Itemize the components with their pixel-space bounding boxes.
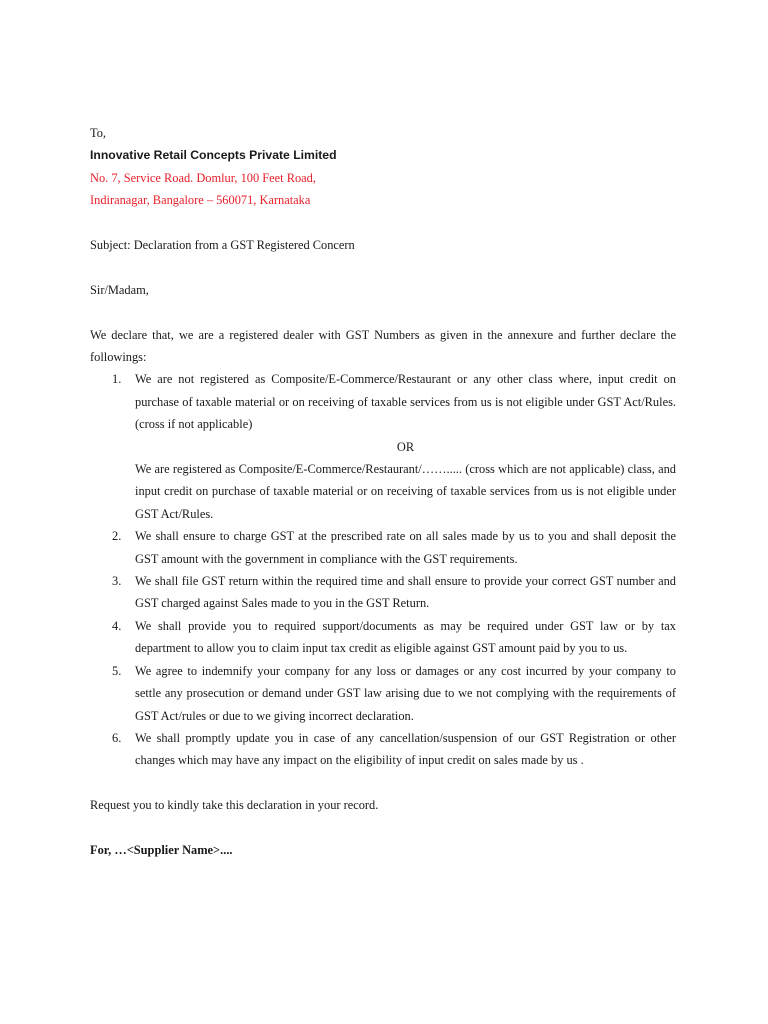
list-item xyxy=(90,570,676,615)
or-separator: OR xyxy=(396,439,415,454)
to-line: To, xyxy=(90,126,106,140)
list-item xyxy=(90,615,676,660)
declaration-list xyxy=(90,368,676,771)
spacer xyxy=(90,212,676,234)
list-item xyxy=(90,368,676,525)
list-item-number: 1. xyxy=(112,372,122,387)
subject-line: Subject: Declaration from a GST Registered Concern xyxy=(90,238,355,253)
spacer xyxy=(90,772,676,794)
list-item-number: 2. xyxy=(112,529,122,544)
list-item-number: 5. xyxy=(112,663,122,678)
address-line-2: Indiranagar, Bangalore – 560071, Karnataka xyxy=(90,193,311,208)
closing-request: Request you to kindly take this declaration in your record. xyxy=(90,798,379,813)
greeting: Sir/Madam, xyxy=(90,282,149,297)
address-line-1: No. 7, Service Road. Domlur, 100 Feet Road, xyxy=(90,170,316,185)
list-item-number: 6. xyxy=(112,730,122,745)
list-item-text: We shall ensure to charge GST at the prescribed rate on all sales made by us to you and shall deposit the GST amount with the government in compliance with the GST requirements. xyxy=(135,529,676,566)
list-item-number: 4. xyxy=(112,618,122,633)
list-item xyxy=(90,525,676,570)
list-item-alt-text: We are registered as Composite/E-Commerce/Restaurant/……..... (cross which are not applicable) class, and input credit on purchase of taxable material or on receiving of taxable services from us is not eligible under GST Act/Rules. xyxy=(135,462,676,521)
list-item xyxy=(90,660,676,727)
list-item-text: We are not registered as Composite/E-Commerce/Restaurant or any other class where, input credit on purchase of taxable material or on receiving of taxable services from us is not eligible under GST Act/Rules. (cross if not applicable) xyxy=(135,372,676,432)
letter-page xyxy=(90,122,676,861)
list-item-text: We agree to indemnify your company for any loss or damages or any cost incurred by your company to settle any prosecution or demand under GST law arising due to we not complying with the requirements of GST Act/rules or due to we giving incorrect declaration. xyxy=(135,663,676,723)
sign-off: For, …<Supplier Name>.... xyxy=(90,842,233,857)
intro-paragraph: We declare that, we are a registered dealer with GST Numbers as given in the annexure and further declare the followings: xyxy=(90,327,676,365)
list-item-text: We shall file GST return within the required time and shall ensure to provide your correct GST number and GST charged against Sales made to you in the GST Return. xyxy=(135,574,676,611)
spacer xyxy=(90,301,676,323)
spacer xyxy=(90,256,676,278)
list-item xyxy=(90,727,676,772)
list-item-text: We shall provide you to required support/documents as may be required under GST law or by tax department to allow you to claim input tax credit as eligible against GST amount paid by you to us. xyxy=(135,618,676,656)
company-name: Innovative Retail Concepts Private Limited xyxy=(90,148,337,163)
list-item-number: 3. xyxy=(112,574,122,589)
spacer xyxy=(90,817,676,839)
list-item-text: We shall promptly update you in case of any cancellation/suspension of our GST Registration or other changes which may have any impact on the eligibility of input credit on sales made by us . xyxy=(135,730,676,768)
